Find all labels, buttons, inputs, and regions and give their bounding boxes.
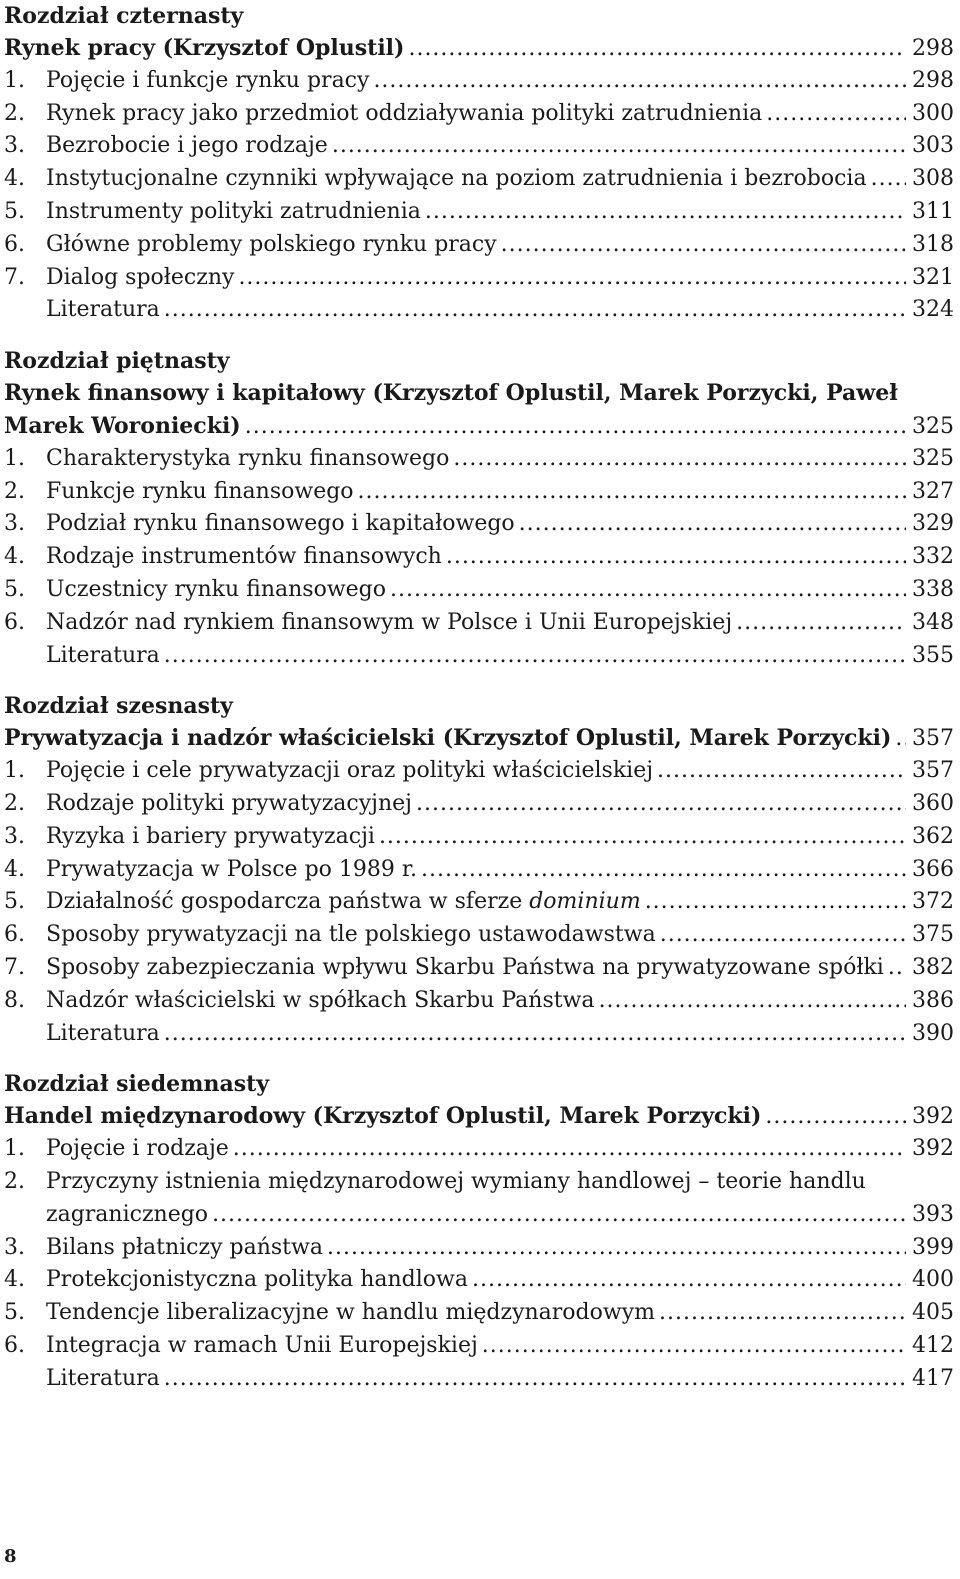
page-number: 372 (912, 889, 954, 915)
dot-leader (659, 1297, 906, 1330)
dot-leader (332, 130, 906, 163)
toc-entry[interactable] (4, 1264, 954, 1297)
page-number: 298 (912, 36, 954, 61)
dot-leader (871, 163, 906, 196)
dot-leader (245, 411, 906, 444)
page-number: 392 (912, 1136, 954, 1162)
chapter-label: Rozdział piętnasty (4, 348, 230, 375)
chapter-heading[interactable] (4, 32, 954, 65)
page-number: 338 (912, 576, 954, 602)
dot-leader (408, 33, 906, 66)
entry-title: Pojęcie i cele prywatyzacji oraz polityki właścicielskiej (46, 758, 654, 784)
chapter-heading[interactable] (4, 1100, 954, 1133)
entry-number: 1. (4, 758, 25, 784)
page-number: 417 (912, 1365, 954, 1391)
entry-title: Uczestnicy rynku finansowego (46, 576, 387, 602)
page-number: 300 (912, 100, 954, 126)
toc-entry[interactable] (4, 163, 954, 196)
entry-title: Nadzór nad rynkiem finansowym w Polsce i Unii Europejskiej (46, 609, 733, 635)
chapter-17 (4, 1068, 954, 1395)
toc-entry[interactable] (4, 196, 954, 229)
entry-title: Charakterystyka rynku finansowego (46, 445, 450, 471)
entry-number: 5. (4, 889, 25, 915)
dot-leader (660, 919, 906, 952)
dot-leader (736, 607, 906, 640)
page-number: 325 (912, 445, 954, 471)
entry-title: Główne problemy polskiego rynku pracy (46, 231, 497, 257)
toc-entry[interactable] (4, 919, 954, 952)
entry-number: 3. (4, 511, 25, 537)
entry-number: 2. (4, 1168, 25, 1194)
toc-entry[interactable] (4, 98, 954, 131)
chapter-heading[interactable] (4, 377, 954, 443)
entry-title: Rodzaje polityki prywatyzacyjnej (46, 790, 412, 816)
page-number: 405 (912, 1300, 954, 1326)
toc-entry[interactable] (4, 574, 954, 607)
toc-entry[interactable] (4, 1330, 954, 1363)
toc-entry[interactable] (4, 443, 954, 476)
entry-title: Prywatyzacja w Polsce po 1989 r. (46, 856, 417, 882)
dot-leader (446, 541, 906, 574)
dot-leader (765, 1101, 906, 1134)
page-number: 303 (912, 133, 954, 159)
dot-leader (421, 854, 906, 887)
entry-number: 1. (4, 67, 25, 93)
dot-leader (416, 788, 906, 821)
dot-leader (645, 886, 906, 919)
toc-entry[interactable] (4, 952, 954, 985)
chapter-title-line1: Rynek finansowy i kapitałowy (Krzysztof Oplustil, Marek Porzycki, Paweł (4, 380, 898, 407)
dot-leader (238, 262, 906, 295)
entry-number: 6. (4, 231, 25, 257)
toc-entry[interactable] (4, 65, 954, 98)
toc-entry[interactable] (4, 1133, 954, 1166)
toc-entry-literature[interactable] (4, 1363, 954, 1396)
toc-entry[interactable] (4, 476, 954, 509)
page-number: 357 (912, 726, 954, 752)
dot-leader (164, 1363, 906, 1396)
page-number: 382 (912, 954, 954, 980)
page-number: 386 (912, 987, 954, 1013)
page-number: 392 (912, 1104, 954, 1130)
entry-number: 4. (4, 856, 25, 882)
page-number: 321 (912, 264, 954, 290)
chapter-title: Handel międzynarodowy (Krzysztof Oplustil, Marek Porzycki) (4, 1103, 762, 1130)
entry-title: Funkcje rynku finansowego (46, 478, 354, 504)
page-number: 318 (912, 231, 954, 257)
entry-number: 4. (4, 1267, 25, 1293)
entry-title: Sposoby prywatyzacji na tle polskiego ustawodawstwa (46, 922, 656, 948)
chapter-label: Rozdział czternasty (4, 3, 244, 29)
entry-title: Pojęcie i funkcje rynku pracy (46, 67, 370, 93)
entry-title: Rodzaje instrumentów finansowych (46, 544, 442, 570)
chapter-label: Rozdział siedemnasty (4, 1071, 270, 1098)
dot-leader (888, 952, 906, 985)
dot-leader (358, 476, 906, 509)
entry-title: Literatura (46, 642, 160, 668)
dot-leader (472, 1264, 906, 1297)
chapter-16 (4, 690, 954, 1050)
page-number: 329 (912, 511, 954, 537)
entry-number: 4. (4, 166, 25, 192)
chapter-title: Prywatyzacja i nadzór właścicielski (Krzysztof Oplustil, Marek Porzycki) (4, 725, 892, 752)
entry-title: Ryzyka i bariery prywatyzacji (46, 823, 375, 849)
chapter-label: Rozdział szesnasty (4, 693, 233, 720)
page-number: 298 (912, 67, 954, 93)
entry-number: 2. (4, 790, 25, 816)
dot-leader (373, 65, 906, 98)
chapter-14 (4, 0, 954, 327)
dot-leader (599, 985, 906, 1018)
entry-title: Pojęcie i rodzaje (46, 1136, 229, 1162)
toc-entry[interactable] (4, 607, 954, 640)
entry-number: 3. (4, 1234, 25, 1260)
page-number: 348 (912, 609, 954, 635)
entry-number: 6. (4, 922, 25, 948)
footer-page-number: 8 (4, 1546, 17, 1567)
page-number: 308 (912, 166, 954, 192)
toc-entry[interactable] (4, 1232, 954, 1265)
page-number: 327 (912, 478, 954, 504)
page-number: 390 (912, 1020, 954, 1046)
entry-number: 2. (4, 478, 25, 504)
entry-number: 8. (4, 987, 25, 1013)
page-number: 375 (912, 922, 954, 948)
entry-number: 7. (4, 264, 25, 290)
entry-title-italic: dominium (529, 889, 641, 915)
toc-entry[interactable] (4, 541, 954, 574)
entry-number: 2. (4, 100, 25, 126)
page-number: 324 (912, 297, 954, 323)
dot-leader (501, 229, 906, 262)
toc-entry[interactable] (4, 821, 954, 854)
page-number: 325 (912, 413, 954, 439)
page-number: 332 (912, 544, 954, 570)
toc-entry[interactable] (4, 1166, 954, 1232)
dot-leader (164, 294, 906, 327)
toc-entry[interactable] (4, 508, 954, 541)
entry-title: Literatura (46, 297, 160, 323)
chapter-title-line2: Marek Woroniecki) (4, 412, 241, 439)
toc-entry-literature[interactable] (4, 294, 954, 327)
dot-leader (519, 508, 906, 541)
entry-number: 5. (4, 1300, 25, 1326)
entry-number: 1. (4, 445, 25, 471)
entry-title: Instrumenty polityki zatrudnienia (46, 198, 421, 224)
page-number: 393 (912, 1201, 954, 1227)
entry-title: Dialog społeczny (46, 264, 235, 290)
toc-entry[interactable] (4, 229, 954, 262)
entry-number: 6. (4, 1332, 25, 1358)
page-number: 311 (912, 198, 954, 224)
dot-leader (164, 1018, 906, 1051)
entry-number: 7. (4, 954, 25, 980)
toc-entry[interactable] (4, 788, 954, 821)
entry-title: Rynek pracy jako przedmiot oddziaływania polityki zatrudnienia (46, 100, 763, 126)
toc-entry-literature[interactable] (4, 1018, 954, 1051)
chapter-title: Rynek pracy (Krzysztof Oplustil) (4, 35, 405, 61)
entry-title: Działalność gospodarcza państwa w sferze (46, 889, 523, 915)
entry-title: Literatura (46, 1365, 160, 1391)
toc-entry-literature[interactable] (4, 640, 954, 673)
page-number: 355 (912, 642, 954, 668)
dot-leader (164, 640, 906, 673)
entry-title: Literatura (46, 1020, 160, 1046)
dot-leader (482, 1330, 906, 1363)
dot-leader (390, 574, 906, 607)
page-number: 412 (912, 1332, 954, 1358)
dot-leader (233, 1133, 906, 1166)
toc-entry[interactable] (4, 1297, 954, 1330)
entry-number: 3. (4, 133, 25, 159)
entry-title: Tendencje liberalizacyjne w handlu międzynarodowym (46, 1300, 655, 1326)
entry-title: Instytucjonalne czynniki wpływające na poziom zatrudnienia i bezrobocia (46, 166, 867, 192)
entry-title: Sposoby zabezpieczania wpływu Skarbu Państwa na prywatyzowane spółki (46, 954, 884, 980)
chapter-heading[interactable] (4, 722, 954, 755)
page-number: 400 (912, 1267, 954, 1293)
page-number: 360 (912, 790, 954, 816)
dot-leader (379, 821, 906, 854)
entry-number: 3. (4, 823, 25, 849)
toc-entry[interactable] (4, 854, 954, 887)
toc-entry[interactable] (4, 262, 954, 295)
entry-title: Bilans płatniczy państwa (46, 1234, 323, 1260)
page-number: 366 (912, 856, 954, 882)
entry-title: Nadzór właścicielski w spółkach Skarbu Państwa (46, 987, 595, 1013)
entry-title-line1: Przyczyny istnienia międzynarodowej wymiany handlowej – teorie handlu (46, 1168, 866, 1194)
toc-entry[interactable] (4, 985, 954, 1018)
entry-number: 4. (4, 544, 25, 570)
chapter-15 (4, 345, 954, 672)
dot-leader (425, 196, 906, 229)
toc-entry[interactable] (4, 886, 954, 919)
dot-leader (212, 1199, 906, 1232)
entry-title: Podział rynku finansowego i kapitałowego (46, 511, 515, 537)
entry-number: 5. (4, 198, 25, 224)
toc-entry[interactable] (4, 755, 954, 788)
toc-entry[interactable] (4, 130, 954, 163)
entry-title: Integracja w ramach Unii Europejskiej (46, 1332, 478, 1358)
dot-leader (453, 443, 906, 476)
page-number: 399 (912, 1234, 954, 1260)
entry-number: 1. (4, 1136, 25, 1162)
entry-number: 5. (4, 576, 25, 602)
page-number: 357 (912, 758, 954, 784)
dot-leader (657, 755, 906, 788)
dot-leader (766, 98, 906, 131)
dot-leader (327, 1232, 906, 1265)
entry-number: 6. (4, 609, 25, 635)
page-number: 362 (912, 823, 954, 849)
entry-title-line2: zagranicznego (46, 1201, 209, 1227)
entry-title: Bezrobocie i jego rodzaje (46, 133, 328, 159)
entry-title: Protekcjonistyczna polityka handlowa (46, 1267, 468, 1293)
table-of-contents (4, 0, 954, 1413)
dot-leader (895, 723, 906, 756)
